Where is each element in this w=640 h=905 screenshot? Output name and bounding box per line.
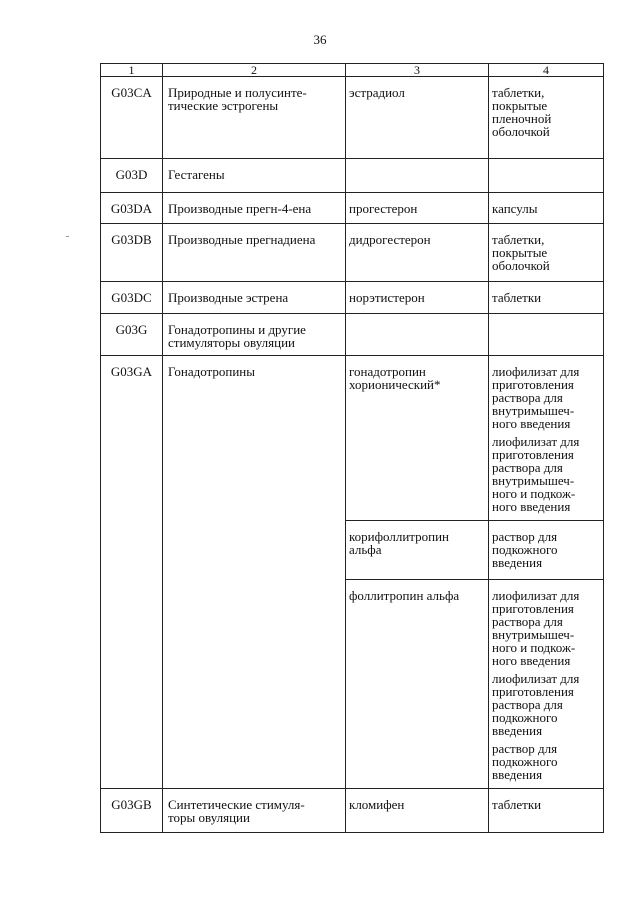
atc-code: G03DA <box>101 193 163 224</box>
group-name: Синтетические стимуля- торы овуляции <box>163 789 346 833</box>
dosage-forms <box>489 77 604 159</box>
group-name: Гонадотропины и другие стимуляторы овуляции <box>163 314 346 356</box>
drug-name <box>346 314 489 356</box>
atc-code: G03DB <box>101 224 163 282</box>
dosage-forms <box>489 580 604 789</box>
dosage-form: лиофилизат для приготовления раствора для внутримышеч- ного введения <box>492 364 580 431</box>
atc-code: G03DC <box>101 282 163 314</box>
header-row <box>101 64 604 77</box>
column-header-3: 3 <box>346 64 489 77</box>
drug-name: норэтистерон <box>346 282 489 314</box>
drug-name <box>346 159 489 193</box>
dosage-form: таблетки <box>492 290 542 305</box>
drug-name: фоллитропин альфа <box>346 580 489 789</box>
column-header-4: 4 <box>489 64 604 77</box>
group-name: Производные прегнадиена <box>163 224 346 282</box>
dosage-form: раствор для подкожного введения <box>492 529 558 570</box>
table-row <box>101 314 604 356</box>
atc-code: G03D <box>101 159 163 193</box>
group-name: Природные и полусинте- тические эстрогены <box>163 77 346 159</box>
drug-name: корифоллитропин альфа <box>346 521 489 580</box>
drug-name: дидрогестерон <box>346 224 489 282</box>
atc-code: G03CA <box>101 77 163 159</box>
dosage-form: таблетки <box>492 797 542 812</box>
dosage-form: таблетки, покрытые пленочной оболочкой <box>492 85 552 139</box>
dosage-form: лиофилизат для приготовления раствора для подкожного введения <box>492 671 580 738</box>
dosage-forms <box>489 521 604 580</box>
drug-name: прогестерон <box>346 193 489 224</box>
atc-code: G03GB <box>101 789 163 833</box>
table-row <box>101 193 604 224</box>
dosage-forms <box>489 159 604 193</box>
atc-code: G03G <box>101 314 163 356</box>
column-header-2: 2 <box>163 64 346 77</box>
dosage-forms <box>489 193 604 224</box>
table-row <box>101 159 604 193</box>
dosage-forms <box>489 282 604 314</box>
drug-name: кломифен <box>346 789 489 833</box>
table-row <box>101 356 604 521</box>
dosage-forms <box>489 314 604 356</box>
dosage-form <box>489 314 603 323</box>
margin-mark <box>66 236 69 237</box>
table-row <box>101 282 604 314</box>
dosage-forms <box>489 789 604 833</box>
drug-name: эстрадиол <box>346 77 489 159</box>
dosage-form: лиофилизат для приготовления раствора для внутримышеч- ного и подкож- ного введения <box>492 588 580 668</box>
dosage-form: таблетки, покрытые оболочкой <box>492 232 550 273</box>
table-row <box>101 224 604 282</box>
dosage-forms <box>489 356 604 521</box>
table-row <box>101 77 604 159</box>
dosage-form: раствор для подкожного введения <box>492 741 558 782</box>
column-header-1: 1 <box>101 64 163 77</box>
dosage-forms <box>489 224 604 282</box>
dosage-form <box>489 159 603 168</box>
atc-code: G03GA <box>101 356 163 789</box>
drug-classification-table <box>100 63 604 833</box>
group-name: Производные прегн-4-ена <box>163 193 346 224</box>
dosage-form: капсулы <box>492 201 538 216</box>
drug-name: гонадотропин хорионический* <box>346 356 489 521</box>
group-name: Производные эстрена <box>163 282 346 314</box>
page-number: 36 <box>313 32 327 47</box>
table-row <box>101 789 604 833</box>
group-name: Гестагены <box>163 159 346 193</box>
dosage-form: лиофилизат для приготовления раствора для внутримышеч- ного и подкож- ного введения <box>492 434 580 514</box>
group-name: Гонадотропины <box>163 356 346 789</box>
